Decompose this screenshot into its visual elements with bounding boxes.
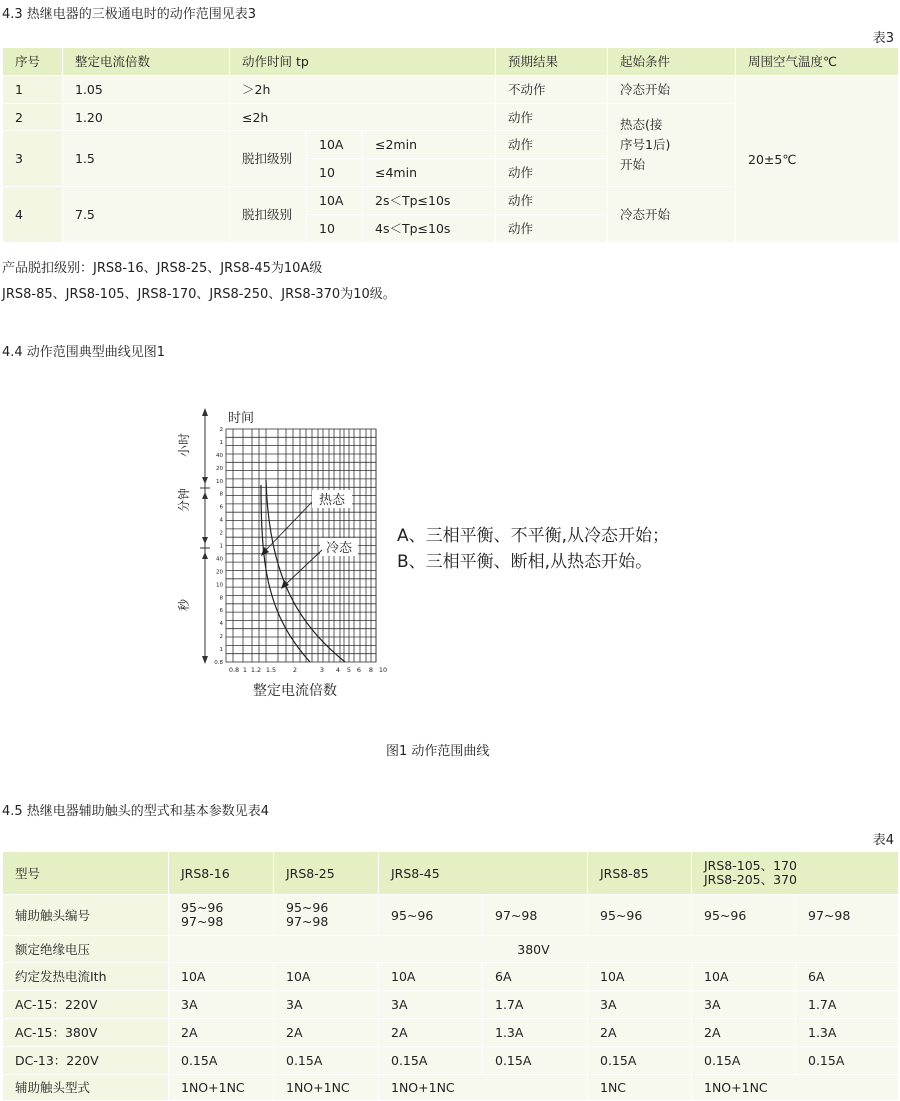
table3-header-row [3, 48, 899, 76]
row-label: AC-15：380V [3, 1019, 169, 1047]
cell: 4 [3, 187, 63, 243]
x-tick-label: 6 [356, 666, 362, 674]
cell: 1.20 [63, 104, 230, 131]
y-tick-label: 1 [219, 543, 223, 550]
cell: 10A [588, 963, 692, 991]
x-tick-label: 2 [292, 666, 298, 674]
fig-unit-hour: 小时 [177, 432, 191, 458]
cell: ≤2h [230, 104, 496, 131]
cell: 0.15A [274, 1047, 379, 1075]
cell: 2A [692, 1019, 796, 1047]
cell-temp: 20±5℃ [736, 76, 899, 243]
row-label: 辅助触头编号 [3, 895, 169, 936]
cell: 1NO+1NC [379, 1075, 588, 1101]
row-label: 辅助触头型式 [3, 1075, 169, 1101]
cell: 2A [588, 1019, 692, 1047]
table-row [3, 76, 899, 104]
y-tick-label: 8 [219, 595, 223, 602]
cell: 1.7A [483, 991, 588, 1019]
cell: 10A [307, 131, 363, 159]
fig-cold-label: 冷态 [325, 541, 353, 556]
cell: 95~96 [379, 895, 483, 936]
cell: 2A [274, 1019, 379, 1047]
cell: 95~96 97~98 [274, 895, 379, 936]
cell: 95~96 [692, 895, 796, 936]
cell: 0.15A [796, 1047, 899, 1075]
cell: 1.5 [63, 131, 230, 187]
action-curve-figure [160, 400, 400, 705]
cell: 0.15A [379, 1047, 483, 1075]
cell: 97~98 [796, 895, 899, 936]
cell: 冷态开始 [608, 76, 736, 104]
y-tick-label: 10 [216, 582, 223, 589]
cell: 3A [169, 991, 274, 1019]
y-tick-label: 2 [219, 530, 223, 537]
cell: 0.15A [588, 1047, 692, 1075]
y-tick-label: 20 [216, 465, 223, 472]
cell: 10A [379, 963, 483, 991]
th-model-25: JRS8-25 [274, 852, 379, 895]
x-tick-label: 1.2 [250, 666, 262, 674]
th-model-45: JRS8-45 [379, 852, 588, 895]
th-no: 序号 [3, 48, 63, 76]
note-line-1: 产品脱扣级别：JRS8-16、JRS8-25、JRS8-45为10A级 [2, 261, 323, 276]
cell: 1.3A [483, 1019, 588, 1047]
cell: 97~98 [483, 895, 588, 936]
cell: 动作 [496, 159, 608, 187]
x-tick-label: 3 [319, 666, 325, 674]
x-tick-label: 4 [335, 666, 341, 674]
cell: 1.3A [796, 1019, 899, 1047]
row-label: 约定发热电流Ith [3, 963, 169, 991]
th-temp: 周围空气温度℃ [736, 48, 899, 76]
section-4-4-heading: 4.4 动作范围典型曲线见图1 [2, 345, 166, 360]
y-tick-label: 10 [216, 478, 223, 485]
cell: 10A [169, 963, 274, 991]
table-row [3, 963, 899, 991]
cell: 3A [588, 991, 692, 1019]
cell: 1NO+1NC [169, 1075, 274, 1101]
row-label: AC-15：220V [3, 991, 169, 1019]
y-tick-label: 6 [219, 608, 223, 615]
cell-cond-cold: 冷态开始 [608, 187, 736, 243]
section-4-5-heading: 4.5 热继电器辅助触头的型式和基本参数见表4 [2, 804, 270, 819]
figure-caption: 图1 动作范围曲线 [386, 744, 490, 759]
y-tick-label: 6 [219, 504, 223, 511]
legend-a: A、三相平衡、不平衡,从冷态开始； [397, 526, 670, 546]
table3-label: 表3 [872, 31, 894, 46]
cell: ≤4min [363, 159, 496, 187]
cell: 0.15A [692, 1047, 796, 1075]
table4 [2, 851, 899, 1101]
cell: 脱扣级别 [230, 131, 307, 187]
table-row [3, 936, 899, 963]
y-tick-label: 0.8 [214, 660, 223, 666]
y-tick-label: 1 [219, 647, 223, 654]
cell: 不动作 [496, 76, 608, 104]
note-line-2: JRS8-85、JRS8-105、JRS8-170、JRS8-250、JRS8-370为10级。 [2, 287, 396, 302]
table-row [3, 1047, 899, 1075]
cell: 3 [3, 131, 63, 187]
cell: 2A [379, 1019, 483, 1047]
cell: 10 [307, 159, 363, 187]
cell: 6A [796, 963, 899, 991]
cell: 10 [307, 215, 363, 243]
cell: 动作 [496, 187, 608, 215]
fig-unit-min: 分钟 [177, 487, 191, 513]
cell: 7.5 [63, 187, 230, 243]
y-tick-label: 1 [219, 439, 223, 446]
cell: 3A [379, 991, 483, 1019]
fig-y-title: 时间 [228, 411, 255, 426]
y-tick-label: 2 [219, 427, 223, 433]
th-cond: 起始条件 [608, 48, 736, 76]
cell: 1NO+1NC [692, 1075, 899, 1101]
cell: 380V [169, 936, 899, 963]
x-tick-label: 1 [242, 666, 248, 674]
section-4-3-heading: 4.3 热继电器的三极通电时的动作范围见表3 [2, 7, 257, 22]
cell: 0.15A [483, 1047, 588, 1075]
table-row [3, 1019, 899, 1047]
cell: 脱扣级别 [230, 187, 307, 243]
fig-unit-sec: 秒 [177, 598, 191, 612]
cell: ≤2min [363, 131, 496, 159]
y-tick-label: 40 [216, 452, 223, 459]
cell: 10A [692, 963, 796, 991]
y-tick-label: 40 [216, 556, 223, 563]
th-model-105: JRS8-105、170 JRS8-205、370 [692, 852, 899, 895]
fig-hot-label: 热态 [318, 493, 346, 508]
cell: 1.05 [63, 76, 230, 104]
cell: 95~96 97~98 [169, 895, 274, 936]
th-time: 动作时间 tp [230, 48, 496, 76]
cell: 6A [483, 963, 588, 991]
cell: 2A [169, 1019, 274, 1047]
table-row [3, 1075, 899, 1101]
th-mult: 整定电流倍数 [63, 48, 230, 76]
cell: 10A [274, 963, 379, 991]
x-tick-label: 1.5 [265, 666, 277, 674]
th-result: 预期结果 [496, 48, 608, 76]
table4-label: 表4 [872, 833, 894, 848]
y-tick-label: 4 [219, 517, 223, 524]
y-tick-label: 8 [219, 491, 223, 498]
row-label: 额定绝缘电压 [3, 936, 169, 963]
fig-x-title: 整定电流倍数 [253, 683, 337, 699]
cell-cond-hot: 热态(接 序号1后) 开始 [608, 104, 736, 187]
cell: 动作 [496, 131, 608, 159]
x-tick-label: 0.8 [228, 666, 240, 674]
cell: 2 [3, 104, 63, 131]
cell: 1.7A [796, 991, 899, 1019]
th-model: 型号 [3, 852, 169, 895]
cell: 2s＜Tp≤10s [363, 187, 496, 215]
th-model-16: JRS8-16 [169, 852, 274, 895]
cell: 动作 [496, 104, 608, 131]
row-label: DC-13：220V [3, 1047, 169, 1075]
cell: 1 [3, 76, 63, 104]
x-tick-label: 10 [378, 666, 388, 674]
cell: 1NC [588, 1075, 692, 1101]
y-tick-label: 2 [219, 634, 223, 641]
cell: 3A [692, 991, 796, 1019]
cell: 4s＜Tp≤10s [363, 215, 496, 243]
cell: 1NO+1NC [274, 1075, 379, 1101]
legend-b: B、三相平衡、断相,从热态开始。 [397, 552, 653, 572]
cell: 动作 [496, 215, 608, 243]
cell: 10A [307, 187, 363, 215]
table4-header-row [3, 852, 899, 895]
cell: 3A [274, 991, 379, 1019]
x-tick-label: 5 [346, 666, 352, 674]
x-tick-label: 8 [368, 666, 374, 674]
cell: ＞2h [230, 76, 496, 104]
table-row [3, 895, 899, 936]
th-model-85: JRS8-85 [588, 852, 692, 895]
cell: 0.15A [169, 1047, 274, 1075]
y-tick-label: 4 [219, 621, 223, 628]
table-row [3, 991, 899, 1019]
cell: 95~96 [588, 895, 692, 936]
y-tick-label: 20 [216, 569, 223, 576]
table3 [2, 47, 899, 243]
